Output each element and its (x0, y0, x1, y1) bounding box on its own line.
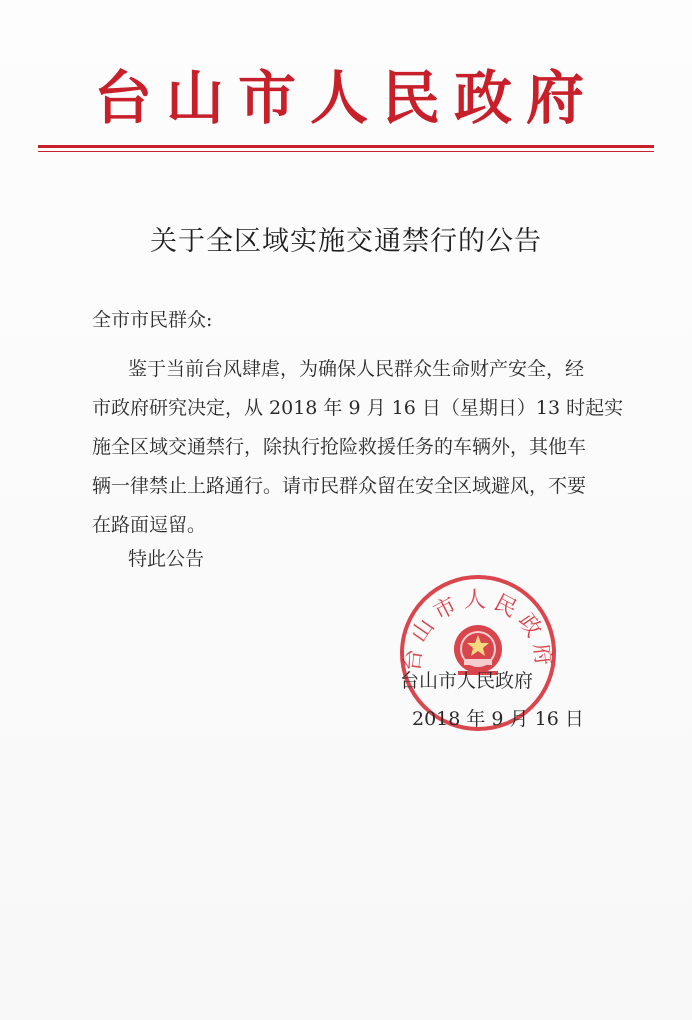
seal-lettering: 台山市人民政府 (399, 588, 557, 673)
body-line: 市政府研究决定，从 2018 年 9 月 16 日（星期日）13 时起实 (92, 397, 624, 419)
masthead-rule-thick (38, 145, 654, 148)
closing-text: 特此公告 (128, 548, 205, 570)
body-line: 辆一律禁止上路通行。请市民群众留在安全区域避风，不要 (92, 475, 587, 497)
body-line: 鉴于当前台风肆虐，为确保人民群众生命财产安全，经 (128, 358, 585, 380)
body-line: 在路面逗留。 (92, 514, 207, 536)
masthead-rule-thin (38, 151, 654, 152)
salutation: 全市市民群众: (92, 309, 213, 331)
notice-title: 关于全区域实施交通禁行的公告 (150, 226, 542, 257)
issue-date: 2018 年 9 月 16 日 (412, 708, 584, 730)
body-line: 施全区域交通禁行，除执行抢险救援任务的车辆外，其他车 (92, 436, 587, 458)
signer-name: 台山市人民政府 (400, 670, 534, 692)
masthead: 台山市人民政府 (93, 64, 598, 132)
